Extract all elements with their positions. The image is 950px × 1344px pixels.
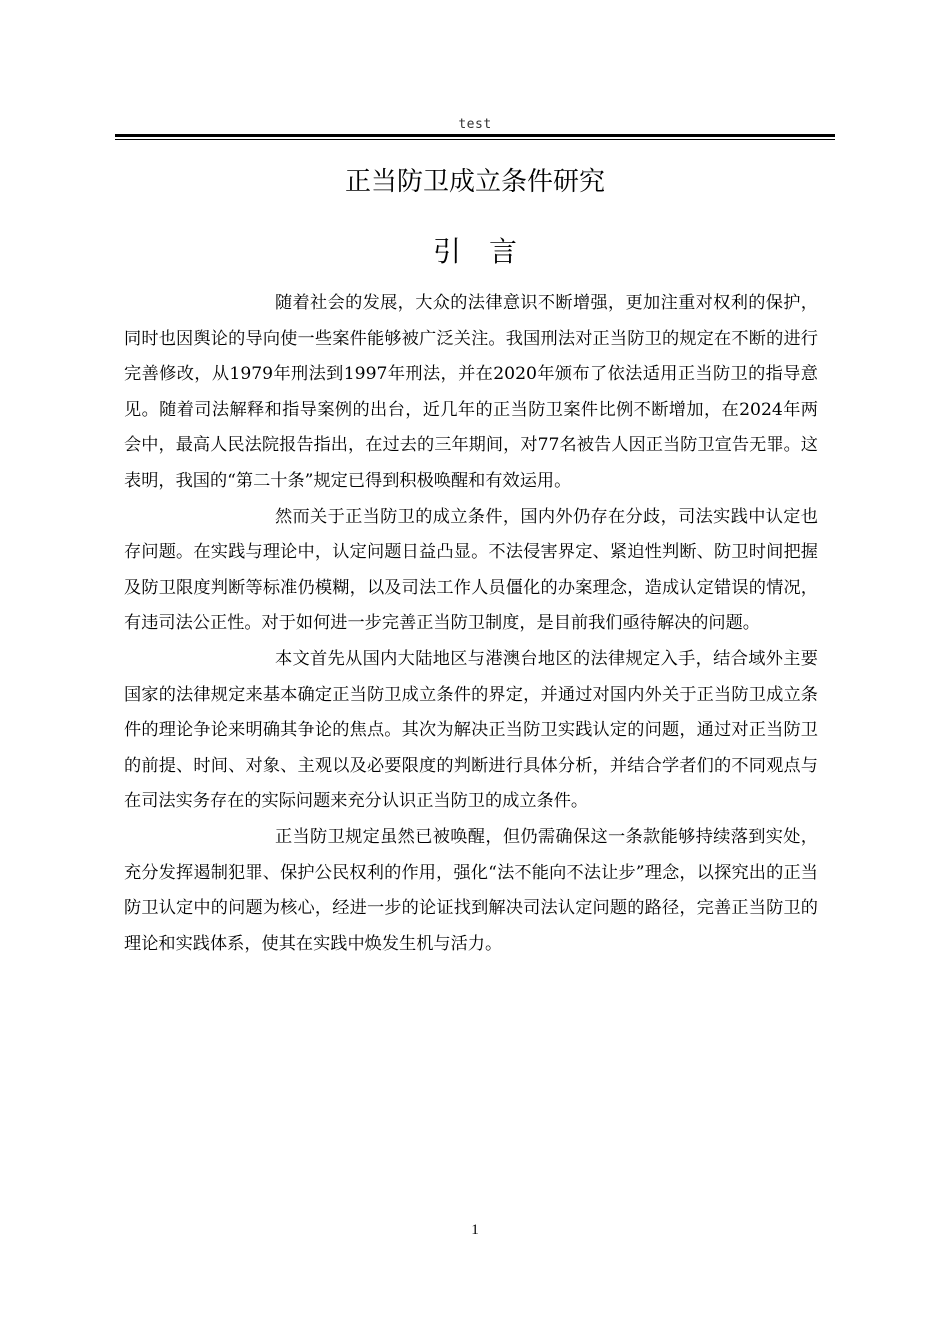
paragraph: 随着社会的发展，大众的法律意识不断增强，更加注重对权利的保护，同时也因舆论的导向使一些案件能够被广泛关注。我国刑法对正当防卫的规定在不断的进行完善修改，从1979年刑法到1997年刑法，并在2020年颁布了依法适用正当防卫的指导意见。随着司法解释和指导案例的出台，近几年的正当防卫案件比例不断增加，在2024年两会中，最高人民法院报告指出，在过去的三年期间，对77名被告人因正当防卫宣告无罪。这表明，我国的“第二十条”规定已得到积极唤醒和有效运用。: [124, 293, 818, 491]
body-text: [124, 286, 818, 962]
paragraph: 然而关于正当防卫的成立条件，国内外仍存在分歧，司法实践中认定也存问题。在实践与理论中，认定问题日益凸显。不法侵害界定、紧迫性判断、防卫时间把握及防卫限度判断等标准仍模糊，以及司法工作人员僵化的办案理念，造成认定错误的情况，有违司法公正性。对于如何进一步完善正当防卫制度，是目前我们亟待解决的问题。: [124, 506, 818, 634]
document-title: 正当防卫成立条件研究: [344, 167, 605, 197]
header-rule-thin-line: [115, 139, 835, 140]
section-heading: 引言: [432, 235, 545, 268]
header-double-rule: [115, 134, 835, 140]
paragraph: 本文首先从国内大陆地区与港澳台地区的法律规定入手，结合域外主要国家的法律规定来基本确定正当防卫成立条件的界定，并通过对国内外关于正当防卫成立条件的理论争论来明确其争论的焦点。其次为解决正当防卫实践认定的问题，通过对正当防卫的前提、时间、对象、主观以及必要限度的判断进行具体分析，并结合学者们的不同观点与在司法实务存在的实际问题来充分认识正当防卫的成立条件。: [124, 648, 818, 812]
page-number: 1: [471, 1222, 479, 1238]
paragraph: 正当防卫规定虽然已被唤醒，但仍需确保这一条款能够持续落到实处，充分发挥遏制犯罪、保护公民权利的作用，强化“法不能向不法让步”理念，以探究出的正当防卫认定中的问题为核心，经进一步的论证找到解决司法认定问题的路径，完善正当防卫的理论和实践体系，使其在实践中焕发生机与活力。: [124, 826, 818, 954]
header-rule-thick-line: [115, 134, 835, 137]
running-header: test: [458, 117, 492, 132]
